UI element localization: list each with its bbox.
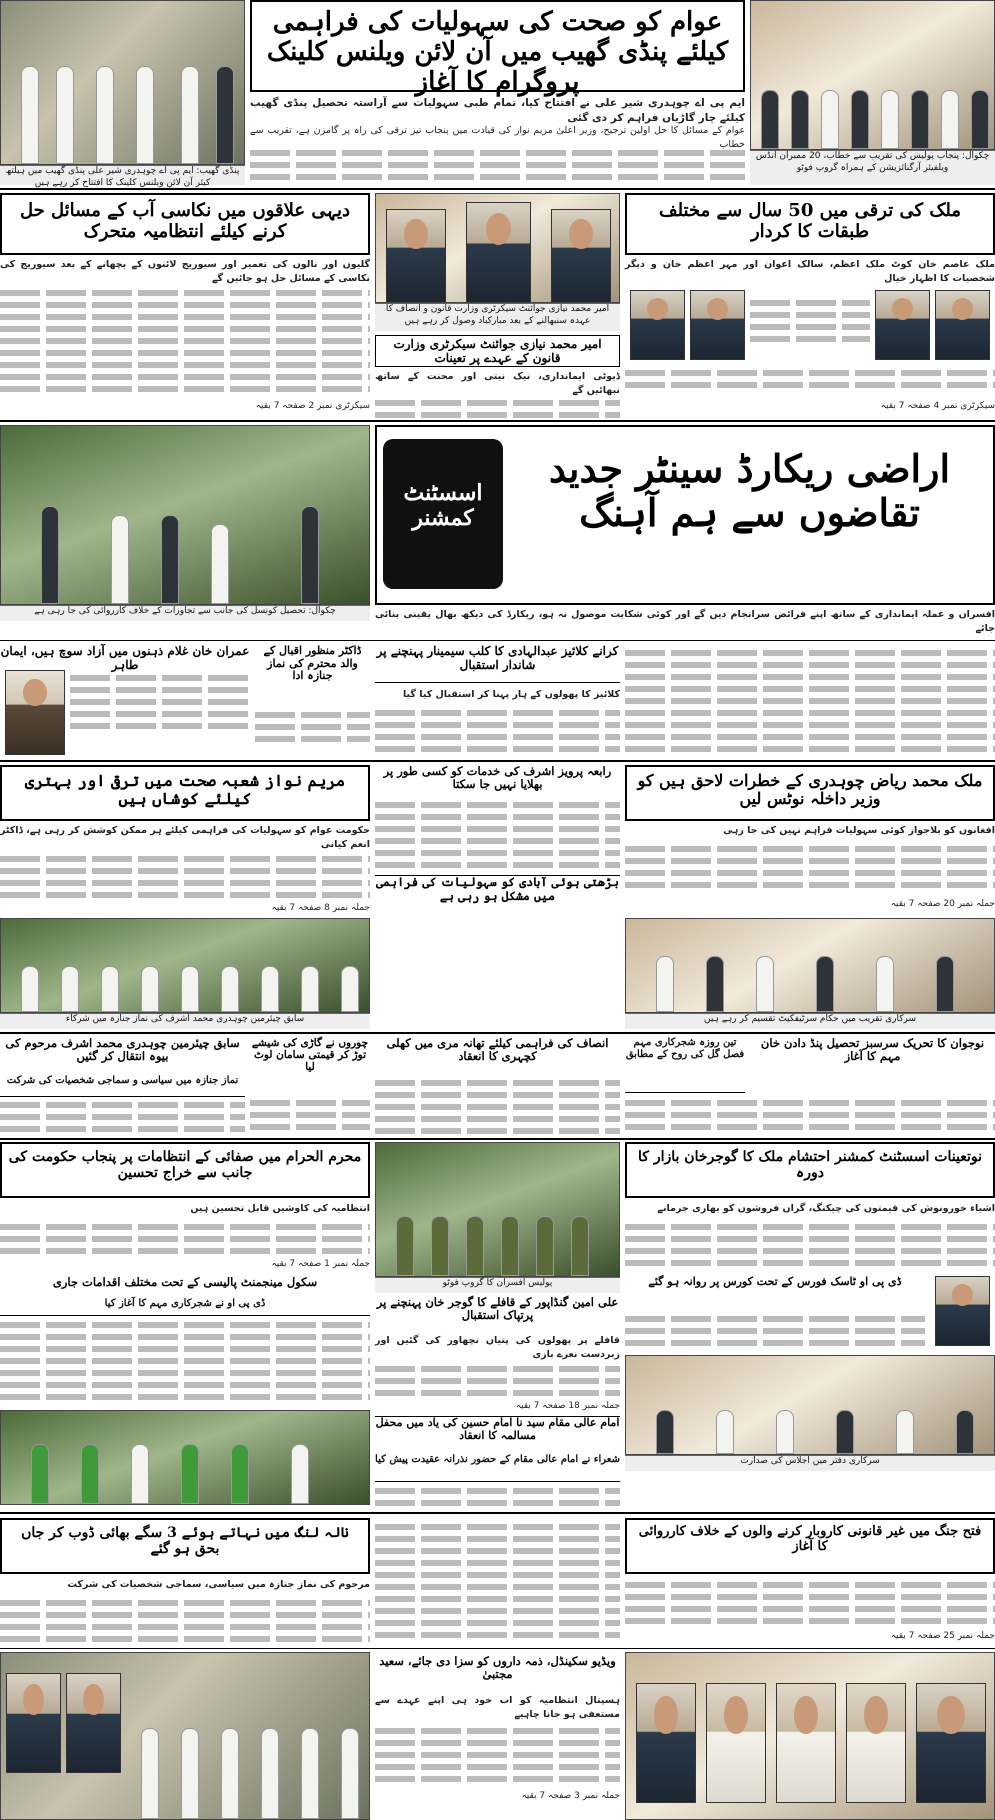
divider (0, 760, 995, 762)
text-lines (0, 1236, 370, 1242)
divider (0, 188, 995, 190)
text-lines (625, 1100, 995, 1106)
portrait-photo (630, 290, 685, 360)
article-lead: ہسپتال انتظامیہ کو اب خود ہی اپنے عہدے سے مستعفی ہو جانا چاہیے (375, 1695, 620, 1720)
text-lines (250, 174, 745, 180)
text-lines (250, 162, 745, 168)
text-lines (0, 1126, 245, 1132)
text-lines (375, 1366, 620, 1372)
photo-group-meeting (750, 0, 995, 150)
text-lines (375, 734, 620, 740)
text-lines (375, 826, 620, 832)
text-lines (70, 723, 250, 729)
text-lines (625, 698, 995, 704)
text-lines (625, 382, 995, 388)
article-lead: ملک عاصم خان کوٹ ملک اعظم، سالک اعوان اور مہر اعظم خان و دیگر شخصیات کا اظہار خیال (625, 259, 995, 284)
text-lines (625, 734, 995, 740)
text-lines (0, 1114, 245, 1120)
headline-video-scandal: ویڈیو سکینڈل، ذمہ داروں کو سزا دی جائے، سعید مجتبیٰ (379, 1654, 616, 1682)
text-lines (375, 838, 620, 844)
portrait-photo (935, 290, 990, 360)
text-lines (375, 1584, 620, 1590)
article-lead: ڈیوٹی ایمانداری، نیک نیتی اور محنت کے ساتھ نبھائیں گے (375, 371, 620, 396)
text-lines (625, 1316, 925, 1322)
divider (0, 1138, 995, 1140)
text-lines (625, 722, 995, 728)
portrait-photo (935, 1276, 990, 1346)
text-lines (625, 1236, 995, 1242)
text-lines (0, 1382, 370, 1388)
text-lines (0, 1248, 370, 1254)
headline-car-theft: چوروں نے گاڑی کی شیشے توڑ کر قیمتی سامان لوٹ لیا (251, 1037, 369, 1074)
continuation-note: سیکرٹری نمبر 4 صفحہ 7 بقیہ (880, 401, 995, 411)
text-lines (625, 674, 995, 680)
headline-fateh-jang: فتح جنگ میں غیر قانونی کاروبار کرنے والوں کے خلاف کارروائی کا آغاز (625, 1518, 995, 1574)
text-lines (625, 1606, 995, 1612)
text-lines (375, 400, 620, 406)
photo-caption: سابق چیئرمین چوہدری محمد اشرف کی نماز جنازہ میں شرکاء (0, 1013, 370, 1029)
headline-funeral-prayer: ڈاکٹر منظور اقبال کے والد محترم کی نماز جنازہ ادا (263, 644, 362, 683)
article-lead: انتظامیہ کی کاوشیں قابل تحسین ہیں (190, 1203, 370, 1214)
headline-health-sector: مریم نواز شعبہ صحت میں ترقی اور بہتری کیلئے کوشاں ہیں (0, 765, 370, 821)
text-lines (0, 386, 370, 392)
text-lines (0, 1612, 370, 1618)
text-lines (625, 1224, 995, 1230)
headline-three-brothers: نالہ لنگ میں نہاتے ہوئے 3 سگے بھائی ڈوب کر جاں بحق ہو گئے (0, 1518, 370, 1574)
headline-ac-bazaar: نوتعینات اسسٹنٹ کمشنر احتشام ملک کا گوجرخان بازار کا دورہ (625, 1142, 995, 1198)
continuation-note: جملہ نمبر 18 صفحہ 7 بقیہ (515, 1401, 620, 1411)
text-lines (255, 712, 370, 718)
article-sub: شعراء نے امام عالی مقام کے حضور نذرانہ عقیدت پیش کیا (375, 1454, 620, 1482)
text-lines (0, 374, 370, 380)
text-lines (625, 1260, 995, 1266)
photo-certificate (625, 918, 995, 1013)
text-lines (750, 312, 870, 318)
headline-malik-riaz: ملک محمد ریاض چوہدری کے خطرات لاحق ہیں کو وزیر داخلہ نوٹس لیں (625, 765, 995, 821)
divider (0, 1648, 995, 1649)
photo-officials (375, 193, 620, 303)
article-lead: مرحوم کی نماز جنازہ میں سیاسی، سماجی شخصیات کی شرکت (67, 1579, 370, 1590)
divider (0, 1512, 995, 1514)
text-lines (0, 856, 370, 862)
continuation-note: جملہ نمبر 3 صفحہ 7 بقیہ (521, 1791, 620, 1801)
photo-caption: سرکاری تقریب میں حکام سرٹیفکیٹ تقسیم کر رہے ہیں (625, 1013, 995, 1029)
article-lead: گلیوں اور نالوں کی تعمیر اور سیوریج لائنوں کے بچھانے کے بعد سیوریج کی نکاسی کے مسائل حل ہو جائیں گے (0, 259, 370, 284)
text-lines (0, 314, 370, 320)
text-lines (250, 1100, 370, 1106)
text-lines (0, 338, 370, 344)
article-lead: افسران و عملہ ایمانداری کے ساتھ اپنے فرائض سرانجام دیں گے اور کوئی شکایت موصول نہ ہو، ریکارڈ کی دیکھ بھال یقینی بنائی جائے (375, 609, 995, 634)
text-lines (625, 686, 995, 692)
article-lead: ایم پی اے چوہدری شیر علی نے افتتاح کیا، تمام طبی سہولیات سے آراستہ تحصیل پنڈی گھیب کیلئے چار گاڑیاں فراہم کر دی گئی (250, 97, 745, 125)
article-sub: تین روزہ شجرکاری مہم فصل گل کی روح کے مطابق (625, 1037, 745, 1093)
photo-funeral-gathering (0, 1652, 370, 1820)
text-lines (375, 1390, 620, 1396)
text-lines (375, 1776, 620, 1782)
text-lines (0, 1624, 370, 1630)
photo-caption: سرکاری دفتر میں اجلاس کی صدارت (625, 1455, 995, 1471)
article-sub: عوام کے مسائل کا حل اولین ترجیح، وزیر اعلیٰ مریم نواز کی قیادت میں پنجاب تیز ترقی کی راہ پر گامزن ہے، تقریب سے خطاب (250, 125, 745, 150)
photo-caption: پنڈی گھیب: ایم پی اے چوہدری شیر علی پنڈی گھیب میں ہیلتھ کیئر آن لائن ویلنس کلینک کا افتتاح کر رہے ہیں (0, 165, 245, 185)
text-lines (70, 675, 250, 681)
text-lines (375, 710, 620, 716)
badge-assistant-commissioner: اسسٹنٹ کمشنر (383, 439, 503, 589)
text-lines (375, 862, 620, 868)
text-lines (0, 1600, 370, 1606)
article-lead: افغانوں کو بلاجواز کوئی سہولیات فراہم نہیں کی جا رہی (723, 825, 995, 836)
text-lines (70, 711, 250, 717)
text-lines (625, 1328, 925, 1334)
headline-drainage: دیہی علاقوں میں نکاسی آب کے مسائل حل کرنے کیلئے انتظامیہ متحرک (0, 193, 370, 255)
photo-sanitation-workers (0, 1410, 370, 1505)
portrait-photo (875, 290, 930, 360)
article-lead: اشیاء خورونوش کی قیمتوں کی چیکنگ، گراں فروشوں کو بھاری جرمانے (657, 1203, 995, 1214)
photo-caption: امیر محمد نیازی جوائنٹ سیکرٹری وزارت قانون و انصاف کا عہدہ سنبھالنے کے بعد مبارکباد وصول کر رہے ہیں (375, 303, 620, 331)
divider (0, 640, 995, 641)
portrait-photo (5, 670, 65, 755)
headline-majlis: امام عالی مقام سید نا امام حسین کی یاد میں محفل مسالمہ کا انعقاد (375, 1416, 620, 1452)
text-lines (255, 736, 370, 742)
text-lines (625, 1582, 995, 1588)
text-lines (375, 1596, 620, 1602)
text-lines (375, 1572, 620, 1578)
text-lines (750, 324, 870, 330)
photo-funeral-prayer (0, 918, 370, 1013)
headline-widow-death: سابق چیئرمین چوہدری محمد اشرف مرحوم کی بیوہ انتقال کر گئیں (5, 1036, 240, 1064)
text-lines (0, 290, 370, 296)
text-lines (625, 1112, 995, 1118)
text-lines (625, 650, 995, 656)
text-lines (0, 868, 370, 874)
text-lines (375, 802, 620, 808)
headline-imran-khan: عمران خان غلام ذہنوں میں آزاد سوچ ہیں، ایمان طاہر (0, 644, 250, 672)
divider (0, 420, 995, 422)
article-lead: کلائیز کا پھولوں کے ہار پہنا کر استقبال کیا گیا (402, 689, 620, 700)
text-lines (625, 1340, 925, 1346)
divider (0, 1032, 995, 1034)
text-lines (250, 1124, 370, 1130)
text-lines (375, 1524, 620, 1530)
headline-joint-secretary: امیر محمد نیازی جوائنٹ سیکرٹری وزارت قانون کے عہدے پر تعینات (375, 335, 620, 367)
text-lines (625, 846, 995, 852)
text-lines (375, 1378, 620, 1384)
text-lines (375, 1560, 620, 1566)
headline-open-court: انصاف کی فراہمی کیلئے تھانہ مری میں کھلی کچہری کا انعقاد (386, 1036, 609, 1064)
headline-dpo-course: ڈی پی او ٹاسک فورس کے تحت کورس پر روانہ ہو گئے (648, 1275, 902, 1288)
text-lines (375, 1728, 620, 1734)
text-lines (625, 1618, 995, 1624)
text-lines (70, 699, 250, 705)
photo-caption: پولیس افسران کا گروپ فوٹو (375, 1277, 620, 1293)
text-lines (255, 724, 370, 730)
text-lines (625, 870, 995, 876)
feature-land-record (375, 425, 995, 605)
text-lines (70, 687, 250, 693)
text-lines (375, 1740, 620, 1746)
continuation-note: سیکرٹری نمبر 2 صفحہ 7 بقیہ (255, 401, 370, 411)
text-lines (0, 1322, 370, 1328)
headline-karate-welcome: کرانے کلائیز عبدالہادی کا کلب سیمینار پہنچنے پر شاندار استقبال (375, 645, 620, 683)
text-lines (375, 1632, 620, 1638)
headline-land-record: اراضی ریکارڈ سینٹر جدید تقاضوں سے ہم آہنگ (548, 446, 951, 535)
text-lines (625, 662, 995, 668)
article-lead: قافلے پر پھولوں کی پتیاں نچھاور کی گئیں اور زبردست نعرے بازی (375, 1335, 620, 1360)
text-lines (625, 370, 995, 376)
photo-police-group (375, 1142, 620, 1277)
text-lines (625, 746, 995, 752)
headline-rabia-pervaiz: رابعہ پرویز اشرف کی خدمات کو کسی طور پر بھلایا نہیں جا سکتا (383, 764, 612, 792)
headline-gandapur-welcome: علی امین گنڈاپور کے قافلے کا گوجر خان پہنچنے پر پرتپاک استقبال (376, 1295, 619, 1323)
headline-national-progress: ملک کی ترقی میں 50 سال سے مختلف طبقات کا کردار (625, 193, 995, 255)
text-lines (375, 850, 620, 856)
text-lines (625, 1594, 995, 1600)
continuation-note: جملہ نمبر 20 صفحہ 7 بقیہ (890, 899, 995, 909)
text-lines (375, 1764, 620, 1770)
text-lines (0, 1370, 370, 1376)
text-lines (375, 1620, 620, 1626)
text-lines (250, 150, 745, 156)
text-lines (375, 1548, 620, 1554)
text-lines (250, 1112, 370, 1118)
headline-muharram-cleanliness: محرم الحرام میں صفائی کے انتظامات پر پنجاب حکومت کی جانب سے خراج تحسین (0, 1142, 370, 1198)
text-lines (0, 350, 370, 356)
text-lines (0, 302, 370, 308)
photo-caption: چکوال: پنجاب پولیس کی تقریب سے خطاب، 20 ممبران انڈس ویلفیئر آرگنائزیشن کے ہمراہ گروپ فوٹو (750, 150, 995, 185)
text-lines (625, 1124, 995, 1130)
text-lines (375, 746, 620, 752)
text-lines (375, 722, 620, 728)
photo-encroachment (0, 425, 370, 605)
text-lines (750, 300, 870, 306)
text-lines (375, 1500, 620, 1506)
continuation-note: جملہ نمبر 8 صفحہ 7 بقیہ (271, 903, 370, 913)
text-lines (0, 1102, 245, 1108)
text-lines (0, 892, 370, 898)
text-lines (625, 710, 995, 716)
headline-population: بڑھتی ہوئی آبادی کو سہولیات کی فراہمی میں مشکل ہو رہی ہے (375, 875, 620, 915)
article-lead: حکومت عوام کو سہولیات کی فراہمی کیلئے ہر ممکن کوشش کر رہی ہے، ڈاکٹر انعم کیانی (0, 825, 370, 850)
text-lines (0, 1394, 370, 1400)
photo-meeting (625, 1355, 995, 1455)
text-lines (375, 1116, 620, 1122)
continuation-note: جملہ نمبر 25 صفحہ 7 بقیہ (890, 1631, 995, 1641)
photo-officials-bottom (625, 1652, 995, 1820)
text-lines (625, 882, 995, 888)
text-lines (375, 1092, 620, 1098)
headline-school-policy: سکول مینجمنٹ پالیسی کے تحت مختلف اقدامات جاری (52, 1275, 318, 1289)
text-lines (375, 1536, 620, 1542)
text-lines (375, 814, 620, 820)
text-lines (0, 1334, 370, 1340)
text-lines (750, 336, 870, 342)
text-lines (375, 1128, 620, 1134)
text-lines (0, 1346, 370, 1352)
text-lines (0, 326, 370, 332)
photo-ribbon-cutting (0, 0, 245, 165)
photo-caption: چکوال: تحصیل کونسل کی جانب سے تجاوزات کے خلاف کارروائی کی جا رہی ہے (0, 605, 370, 621)
text-lines (0, 1224, 370, 1230)
text-lines (375, 1488, 620, 1494)
portrait-photo (690, 290, 745, 360)
text-lines (375, 1080, 620, 1086)
text-lines (375, 1752, 620, 1758)
text-lines (0, 1358, 370, 1364)
article-sub: نماز جنازہ میں سیاسی و سماجی شخصیات کی شرکت (0, 1075, 245, 1097)
article-sub: ڈی پی او نے شجرکاری مہم کا آغاز کیا (0, 1298, 370, 1316)
continuation-note: جملہ نمبر 1 صفحہ 7 بقیہ (271, 1259, 370, 1269)
headline-wellness-clinic: عوام کو صحت کی سہولیات کی فراہمی کیلئے پنڈی گھیب میں آن لائن ویلنس کلینک پروگرام کا آغاز (250, 0, 745, 92)
text-lines (375, 1104, 620, 1110)
text-lines (375, 412, 620, 418)
text-lines (0, 1636, 370, 1642)
headline-tree-plantation: نوجوان کا تحریک سرسبز تحصیل پنڈ دادن خان مہم کا آغاز (760, 1036, 985, 1064)
text-lines (0, 880, 370, 886)
text-lines (375, 1608, 620, 1614)
text-lines (0, 362, 370, 368)
text-lines (625, 858, 995, 864)
text-lines (625, 1248, 995, 1254)
